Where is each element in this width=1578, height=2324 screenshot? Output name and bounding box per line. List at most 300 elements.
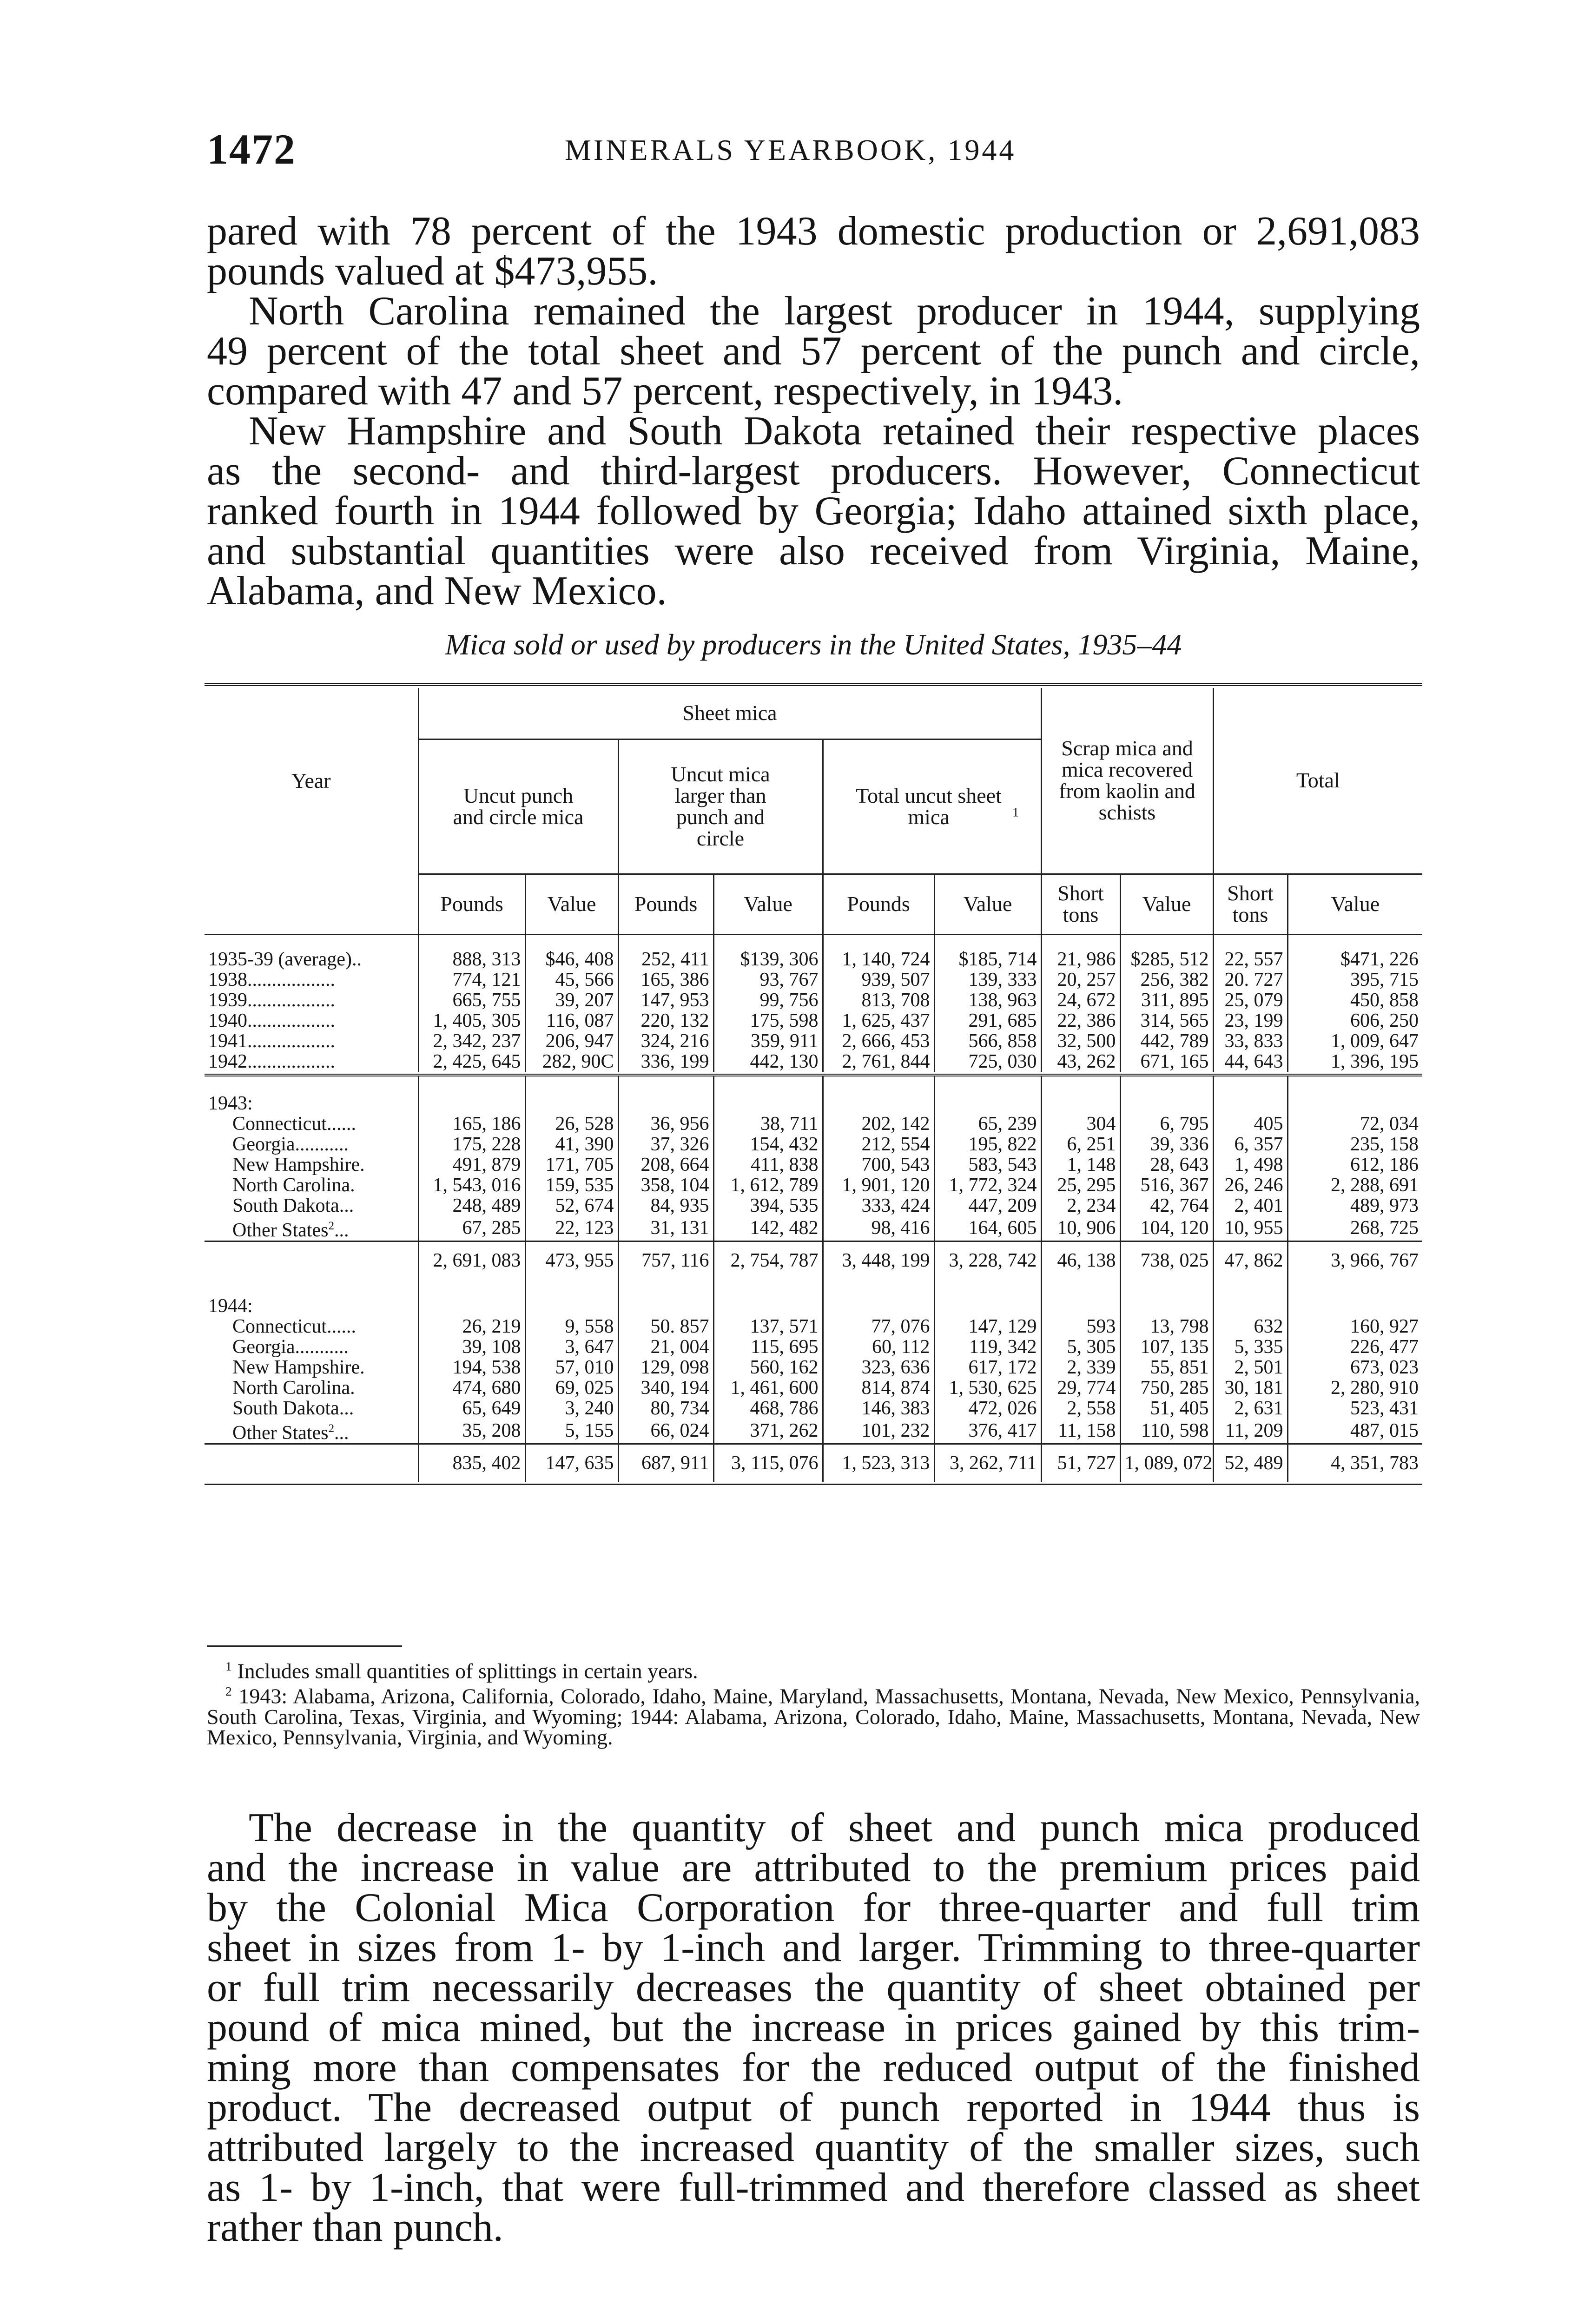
text-line: by the Colonial Mica Corporation for three-quarter and full trim	[207, 1885, 1420, 1930]
row-label: 1935-39 (average)..	[208, 948, 362, 970]
table-cell: 725, 030	[934, 1051, 1041, 1072]
table-cell: 336, 199	[618, 1051, 713, 1072]
state-name: Connecticut......	[232, 1113, 356, 1134]
table-cell: 107, 135	[1120, 1337, 1213, 1357]
text-line: ming more than compensates for the reduced output of the finished	[207, 2045, 1420, 2090]
empty-cell	[1041, 1075, 1120, 1114]
empty-cell	[618, 1279, 713, 1316]
table-cell: 1, 772, 324	[934, 1175, 1041, 1195]
table-row	[205, 1134, 1422, 1155]
table-cell: 98, 416	[823, 1216, 934, 1241]
table-cell: 147, 129	[934, 1316, 1041, 1337]
row-label	[205, 1175, 418, 1195]
table-cell: 25, 295	[1041, 1175, 1120, 1195]
table-cell: 42, 764	[1120, 1195, 1213, 1216]
table-cell: 147, 953	[618, 990, 713, 1010]
table-cell: 814, 874	[823, 1378, 934, 1398]
table-cell: 212, 554	[823, 1134, 934, 1155]
table-cell: 252, 411	[618, 934, 713, 970]
table-cell: 2, 631	[1213, 1398, 1287, 1419]
uncut-larger-label: Uncut mica larger than punch and circle	[671, 762, 770, 850]
table-cell: 10, 906	[1041, 1216, 1120, 1241]
table-row	[205, 990, 1422, 1010]
table-row	[205, 970, 1422, 990]
table-cell: 1, 396, 195	[1287, 1051, 1422, 1072]
table-cell: 41, 390	[525, 1134, 618, 1155]
table-cell: 394, 535	[713, 1195, 823, 1216]
page-number: 1472	[207, 125, 296, 173]
table-cell: 2, 754, 787	[713, 1241, 823, 1279]
table-cell: 33, 833	[1213, 1031, 1287, 1051]
table-cell: 65, 239	[934, 1114, 1041, 1134]
footnote-ref: 1	[1012, 805, 1019, 819]
scrap-mica-label: Scrap mica and mica recovered from kaolin and schists	[1059, 736, 1195, 825]
text-line: and the increase in value are attributed to the premium prices paid	[207, 1845, 1420, 1890]
table-cell: 2, 761, 844	[823, 1051, 934, 1072]
footnote-mark: 1	[225, 1659, 232, 1673]
table-cell: 202, 142	[823, 1114, 934, 1134]
text-line: New Hampshire and South Dakota retained their respective places	[249, 409, 1420, 454]
table-cell: 37, 326	[618, 1134, 713, 1155]
table-cell: 116, 087	[525, 1010, 618, 1031]
table-cell: 26, 246	[1213, 1175, 1287, 1195]
table-cell: 2, 342, 237	[418, 1031, 525, 1051]
table-cell: 175, 598	[713, 1010, 823, 1031]
table-row	[205, 1419, 1422, 1444]
table-cell: 442, 789	[1120, 1031, 1213, 1051]
table-cell: 66, 024	[618, 1419, 713, 1444]
table-cell: 72, 034	[1287, 1114, 1422, 1134]
table-cell: 606, 250	[1287, 1010, 1422, 1031]
table-cell: 248, 489	[418, 1195, 525, 1216]
table-row	[205, 1316, 1422, 1337]
empty-cell	[1287, 1075, 1422, 1114]
table-cell: 80, 734	[618, 1398, 713, 1419]
table-cell: 376, 417	[934, 1419, 1041, 1444]
table-cell: $139, 306	[713, 934, 823, 970]
table-cell: 2, 425, 645	[418, 1051, 525, 1072]
text-line: pared with 78 percent of the 1943 domestic production or 2,691,083	[207, 209, 1420, 254]
footnote-ref: 2	[328, 1422, 335, 1435]
footnote-text: Includes small quantities of splittings in certain years.	[237, 1659, 698, 1683]
table-cell: 3, 240	[525, 1398, 618, 1419]
state-name: South Dakota...	[232, 1195, 354, 1216]
table-cell: 450, 858	[1287, 990, 1422, 1010]
row-label	[205, 1357, 418, 1378]
table-cell: 30, 181	[1213, 1378, 1287, 1398]
table-cell: 5, 305	[1041, 1337, 1120, 1357]
table-cell: 206, 947	[525, 1031, 618, 1051]
table-cell: 26, 219	[418, 1316, 525, 1337]
empty-cell	[934, 1279, 1041, 1316]
page-header	[207, 125, 1420, 176]
table-cell: 47, 862	[1213, 1241, 1287, 1279]
table-cell: 52, 489	[1213, 1444, 1287, 1482]
table-cell: 2, 401	[1213, 1195, 1287, 1216]
table-cell: 2, 234	[1041, 1195, 1120, 1216]
state-name: Georgia...........	[232, 1336, 349, 1357]
col-short-tons: Short tons	[1041, 874, 1120, 934]
sheet-mica-header: Sheet mica	[418, 688, 1041, 739]
table-cell: 3, 228, 742	[934, 1241, 1041, 1279]
table-cell: $285, 512	[1120, 934, 1213, 970]
table-cell: 2, 280, 910	[1287, 1378, 1422, 1398]
table-cell: 757, 116	[618, 1241, 713, 1279]
mica-table-wrapper	[205, 683, 1422, 1485]
table-cell: 405	[1213, 1114, 1287, 1134]
state-name: South Dakota...	[232, 1398, 354, 1419]
state-name: Connecticut......	[232, 1316, 356, 1337]
table-cell: 208, 664	[618, 1155, 713, 1175]
table-cell: 39, 108	[418, 1337, 525, 1357]
table-cell: 39, 207	[525, 990, 618, 1010]
row-label	[205, 1398, 418, 1419]
table-row	[205, 1051, 1422, 1072]
empty-cell	[1041, 1279, 1120, 1316]
table-cell: 23, 199	[1213, 1010, 1287, 1031]
table-row	[205, 934, 1422, 970]
row-label: 1941..................	[208, 1030, 335, 1051]
table-cell: 268, 725	[1287, 1216, 1422, 1241]
text-line: The decrease in the quantity of sheet and punch mica produced	[249, 1805, 1420, 1850]
table-cell: 60, 112	[823, 1337, 934, 1357]
state-name: Other States	[232, 1422, 329, 1444]
table-cell: 6, 251	[1041, 1134, 1120, 1155]
table-cell: 36, 956	[618, 1114, 713, 1134]
group-label: 1944:	[208, 1295, 253, 1316]
table-cell: 774, 121	[418, 970, 525, 990]
table-row	[205, 1378, 1422, 1398]
table-cell: 1, 498	[1213, 1155, 1287, 1175]
table-cell: 226, 477	[1287, 1337, 1422, 1357]
state-name: New Hampshire.	[232, 1357, 365, 1378]
table-cell: 671, 165	[1120, 1051, 1213, 1072]
footnote-ref: 2	[328, 1219, 335, 1232]
table-cell: 665, 755	[418, 990, 525, 1010]
table-row	[205, 1010, 1422, 1031]
footnotes	[207, 1645, 1420, 1748]
table-cell: 129, 098	[618, 1357, 713, 1378]
table-cell: 813, 708	[823, 990, 934, 1010]
group-label: 1943:	[208, 1092, 253, 1114]
group-header-row	[205, 1075, 1422, 1114]
table-cell: 21, 004	[618, 1337, 713, 1357]
table-cell: 1, 523, 313	[823, 1444, 934, 1482]
table-cell: 25, 079	[1213, 990, 1287, 1010]
col-pounds: Pounds	[418, 874, 525, 934]
col-value: Value	[1120, 874, 1213, 934]
table-cell: 395, 715	[1287, 970, 1422, 990]
table-cell: 1, 009, 647	[1287, 1031, 1422, 1051]
row-label	[205, 1316, 418, 1337]
table-cell: 939, 507	[823, 970, 934, 990]
table-cell: 44, 643	[1213, 1051, 1287, 1072]
table-cell: 159, 535	[525, 1175, 618, 1195]
col-value: Value	[713, 874, 823, 934]
table-cell: 142, 482	[713, 1216, 823, 1241]
table-cell: 1, 543, 016	[418, 1175, 525, 1195]
rows-1944	[205, 1279, 1422, 1482]
row-label	[205, 1419, 418, 1444]
table-cell: 358, 104	[618, 1175, 713, 1195]
table-cell: 1, 140, 724	[823, 934, 934, 970]
table-cell: 314, 565	[1120, 1010, 1213, 1031]
table-cell: 175, 228	[418, 1134, 525, 1155]
empty-cell	[1120, 1075, 1213, 1114]
table-cell: 46, 138	[1041, 1241, 1120, 1279]
table-cell: 4, 351, 783	[1287, 1444, 1422, 1482]
annual-rows	[205, 934, 1422, 1072]
table-cell: 359, 911	[713, 1031, 823, 1051]
table-cell: 138, 963	[934, 990, 1041, 1010]
empty-cell	[525, 1279, 618, 1316]
uncut-larger-header	[618, 739, 823, 874]
table-cell: 1, 405, 305	[418, 1010, 525, 1031]
table-cell: 5, 335	[1213, 1337, 1287, 1357]
table-cell: 104, 120	[1120, 1216, 1213, 1241]
row-label: 1940..................	[208, 1010, 335, 1031]
table-cell: 99, 756	[713, 990, 823, 1010]
year-header: Year	[291, 769, 331, 792]
table-caption: Mica sold or used by producers in the United States, 1935–44	[445, 628, 1182, 661]
table-cell: 3, 115, 076	[713, 1444, 823, 1482]
intro-paragraph-3	[207, 409, 1420, 614]
table-cell: 1, 148	[1041, 1155, 1120, 1175]
table-cell: 195, 822	[934, 1134, 1041, 1155]
row-label: 1938..................	[208, 969, 335, 990]
table-cell: 323, 636	[823, 1357, 934, 1378]
total-label	[205, 1241, 418, 1279]
table-cell: 21, 986	[1041, 934, 1120, 970]
footnote-1	[207, 1656, 1420, 1681]
table-cell: 147, 635	[525, 1444, 618, 1482]
table-cell: 51, 727	[1041, 1444, 1120, 1482]
intro-paragraph-2	[207, 289, 1420, 414]
table-cell: 28, 643	[1120, 1155, 1213, 1175]
table-cell: 491, 879	[418, 1155, 525, 1175]
table-cell: 1, 530, 625	[934, 1378, 1041, 1398]
table-cell: 20, 257	[1041, 970, 1120, 990]
table-row	[205, 1114, 1422, 1134]
table-cell: 1, 901, 120	[823, 1175, 934, 1195]
table-cell: 137, 571	[713, 1316, 823, 1337]
table-cell: 77, 076	[823, 1316, 934, 1337]
table-cell: 24, 672	[1041, 990, 1120, 1010]
table-cell: 38, 711	[713, 1114, 823, 1134]
table-cell: 472, 026	[934, 1398, 1041, 1419]
table-cell: 171, 705	[525, 1155, 618, 1175]
state-name: North Carolina.	[232, 1175, 355, 1195]
total-row	[205, 1241, 1422, 1279]
text-line: sheet in sizes from 1- by 1-inch and larger. Trimming to three-quarter	[207, 1925, 1420, 1970]
table-cell: 165, 386	[618, 970, 713, 990]
table-cell: $471, 226	[1287, 934, 1422, 970]
table-cell: 220, 132	[618, 1010, 713, 1031]
text-line: Alabama, and New Mexico.	[207, 568, 667, 614]
table-cell: 583, 543	[934, 1155, 1041, 1175]
table-cell: 474, 680	[418, 1378, 525, 1398]
table-cell: 22, 557	[1213, 934, 1287, 970]
table-cell: 1, 461, 600	[713, 1378, 823, 1398]
table-cell: 51, 405	[1120, 1398, 1213, 1419]
col-value: Value	[525, 874, 618, 934]
text-line: or full trim necessarily decreases the quantity of sheet obtained per	[207, 1965, 1420, 2010]
total-row	[205, 1444, 1422, 1482]
running-title: MINERALS YEARBOOK, 1944	[565, 133, 1017, 166]
table-cell: 593	[1041, 1316, 1120, 1337]
row-label	[205, 1134, 418, 1155]
total-uncut-header	[823, 739, 1041, 874]
footnote-rule	[207, 1645, 402, 1647]
text-line: and substantial quantities were also received from Virginia, Maine,	[207, 528, 1420, 574]
scrap-mica-header	[1041, 688, 1213, 874]
row-label	[205, 1337, 418, 1357]
table-cell: 1, 612, 789	[713, 1175, 823, 1195]
footnote-mark: 2	[225, 1684, 232, 1699]
table-cell: 2, 666, 453	[823, 1031, 934, 1051]
empty-cell	[525, 1075, 618, 1114]
row-label	[205, 1378, 418, 1398]
table-cell: 411, 838	[713, 1155, 823, 1175]
row-label	[205, 1155, 418, 1175]
table-cell: 146, 383	[823, 1398, 934, 1419]
table-cell: 888, 313	[418, 934, 525, 970]
table-cell: 3, 647	[525, 1337, 618, 1357]
col-pounds: Pounds	[618, 874, 713, 934]
table-cell: 52, 674	[525, 1195, 618, 1216]
table-cell: 84, 935	[618, 1195, 713, 1216]
row-label	[205, 1195, 418, 1216]
table-cell: 235, 158	[1287, 1134, 1422, 1155]
row-label	[205, 1216, 418, 1241]
table-cell: 340, 194	[618, 1378, 713, 1398]
mica-table	[205, 683, 1422, 1485]
table-cell: 50. 857	[618, 1316, 713, 1337]
table-cell: 164, 605	[934, 1216, 1041, 1241]
table-cell: 311, 895	[1120, 990, 1213, 1010]
table-cell: 442, 130	[713, 1051, 823, 1072]
table-row	[205, 1155, 1422, 1175]
text-line: as 1- by 1-inch, that were full-trimmed and therefore classed as sheet	[207, 2165, 1420, 2210]
leader-dots: ...	[334, 1219, 349, 1241]
table-cell: 6, 795	[1120, 1114, 1213, 1134]
table-row	[205, 1175, 1422, 1195]
empty-cell	[713, 1075, 823, 1114]
state-name: Georgia...........	[232, 1134, 349, 1155]
text-line: as the second- and third-largest producers. However, Connecticut	[207, 449, 1420, 494]
table-cell: 3, 262, 711	[934, 1444, 1041, 1482]
table-cell: 22, 123	[525, 1216, 618, 1241]
text-line: North Carolina remained the largest producer in 1944, supplying	[249, 289, 1420, 334]
total-uncut-label: Total uncut sheet mica	[856, 784, 1002, 829]
empty-cell	[1120, 1279, 1213, 1316]
table-cell: 6, 357	[1213, 1134, 1287, 1155]
uncut-punch-header	[418, 739, 618, 874]
col-pounds: Pounds	[823, 874, 934, 934]
table-cell: 110, 598	[1120, 1419, 1213, 1444]
table-cell: 738, 025	[1120, 1241, 1213, 1279]
empty-cell	[823, 1279, 934, 1316]
table-cell: 324, 216	[618, 1031, 713, 1051]
table-cell: 473, 955	[525, 1241, 618, 1279]
table-cell: 43, 262	[1041, 1051, 1120, 1072]
leader-dots: ...	[334, 1422, 349, 1444]
table-cell: 165, 186	[418, 1114, 525, 1134]
table-cell: 468, 786	[713, 1398, 823, 1419]
table-cell: 256, 382	[1120, 970, 1213, 990]
table-cell: 45, 566	[525, 970, 618, 990]
table-row	[205, 1031, 1422, 1051]
table-cell: 154, 432	[713, 1134, 823, 1155]
table-cell: 673, 023	[1287, 1357, 1422, 1378]
row-label: 1942..................	[208, 1051, 335, 1072]
table-cell: 523, 431	[1287, 1398, 1422, 1419]
table-cell: 3, 966, 767	[1287, 1241, 1422, 1279]
table-cell: 612, 186	[1287, 1155, 1422, 1175]
table-cell: 65, 649	[418, 1398, 525, 1419]
table-cell: 3, 448, 199	[823, 1241, 934, 1279]
table-cell: 447, 209	[934, 1195, 1041, 1216]
table-cell: 687, 911	[618, 1444, 713, 1482]
col-short-tons: Short tons	[1213, 874, 1287, 934]
table-cell: 632	[1213, 1316, 1287, 1337]
table-cell: 57, 010	[525, 1357, 618, 1378]
table-cell: 26, 528	[525, 1114, 618, 1134]
text-line: pound of mica mined, but the increase in prices gained by this trim-	[207, 2005, 1420, 2050]
table-cell: 2, 691, 083	[418, 1241, 525, 1279]
table-cell: 700, 543	[823, 1155, 934, 1175]
col-value: Value	[1287, 874, 1422, 934]
state-name: Other States	[232, 1219, 329, 1241]
empty-cell	[1213, 1075, 1287, 1114]
empty-cell	[618, 1075, 713, 1114]
table-cell: 835, 402	[418, 1444, 525, 1482]
table-cell: $46, 408	[525, 934, 618, 970]
table-cell: 1, 089, 072	[1120, 1444, 1213, 1482]
table-row	[205, 1216, 1422, 1241]
text-line: ranked fourth in 1944 followed by Georgia; Idaho attained sixth place,	[207, 489, 1420, 534]
row-label: 1939..................	[208, 990, 335, 1010]
table-cell: 2, 558	[1041, 1398, 1120, 1419]
text-line: rather than punch.	[207, 2205, 503, 2250]
closing-paragraph	[207, 1805, 1420, 2250]
total-label	[205, 1444, 418, 1482]
table-cell: 9, 558	[525, 1316, 618, 1337]
table-cell: 282, 90C	[525, 1051, 618, 1072]
table-cell: 489, 973	[1287, 1195, 1422, 1216]
table-row	[205, 1337, 1422, 1357]
table-cell: 304	[1041, 1114, 1120, 1134]
table-cell: 31, 131	[618, 1216, 713, 1241]
total-header: Total	[1213, 688, 1422, 874]
table-cell: 13, 798	[1120, 1316, 1213, 1337]
table-cell: 750, 285	[1120, 1378, 1213, 1398]
footnote-text: 1943: Alabama, Arizona, California, Colorado, Idaho, Maine, Maryland, Massachusetts, Montana, Nevada, New Mexico, Pennsylvania, South Carolina, Texas, Virginia, and Wyoming; 1944: Alabama, Arizona, Colorado, Idaho, Maine, Massachusetts, Montana, Nevada, New Mexico, Pennsylvania, Virginia, and Wyoming.	[207, 1684, 1420, 1749]
table-cell: 35, 208	[418, 1419, 525, 1444]
empty-cell	[1287, 1279, 1422, 1316]
text-line: compared with 47 and 57 percent, respectively, in 1943.	[207, 369, 1123, 414]
uncut-punch-label: Uncut punch and circle mica	[453, 784, 584, 829]
table-row	[205, 1398, 1422, 1419]
table-cell: 2, 339	[1041, 1357, 1120, 1378]
table-cell: 115, 695	[713, 1337, 823, 1357]
row-label	[205, 1114, 418, 1134]
table-cell: 101, 232	[823, 1419, 934, 1444]
col-value: Value	[934, 874, 1041, 934]
table-cell: 10, 955	[1213, 1216, 1287, 1241]
text-line: 49 percent of the total sheet and 57 percent of the punch and circle,	[207, 329, 1420, 374]
table-row	[205, 1195, 1422, 1216]
